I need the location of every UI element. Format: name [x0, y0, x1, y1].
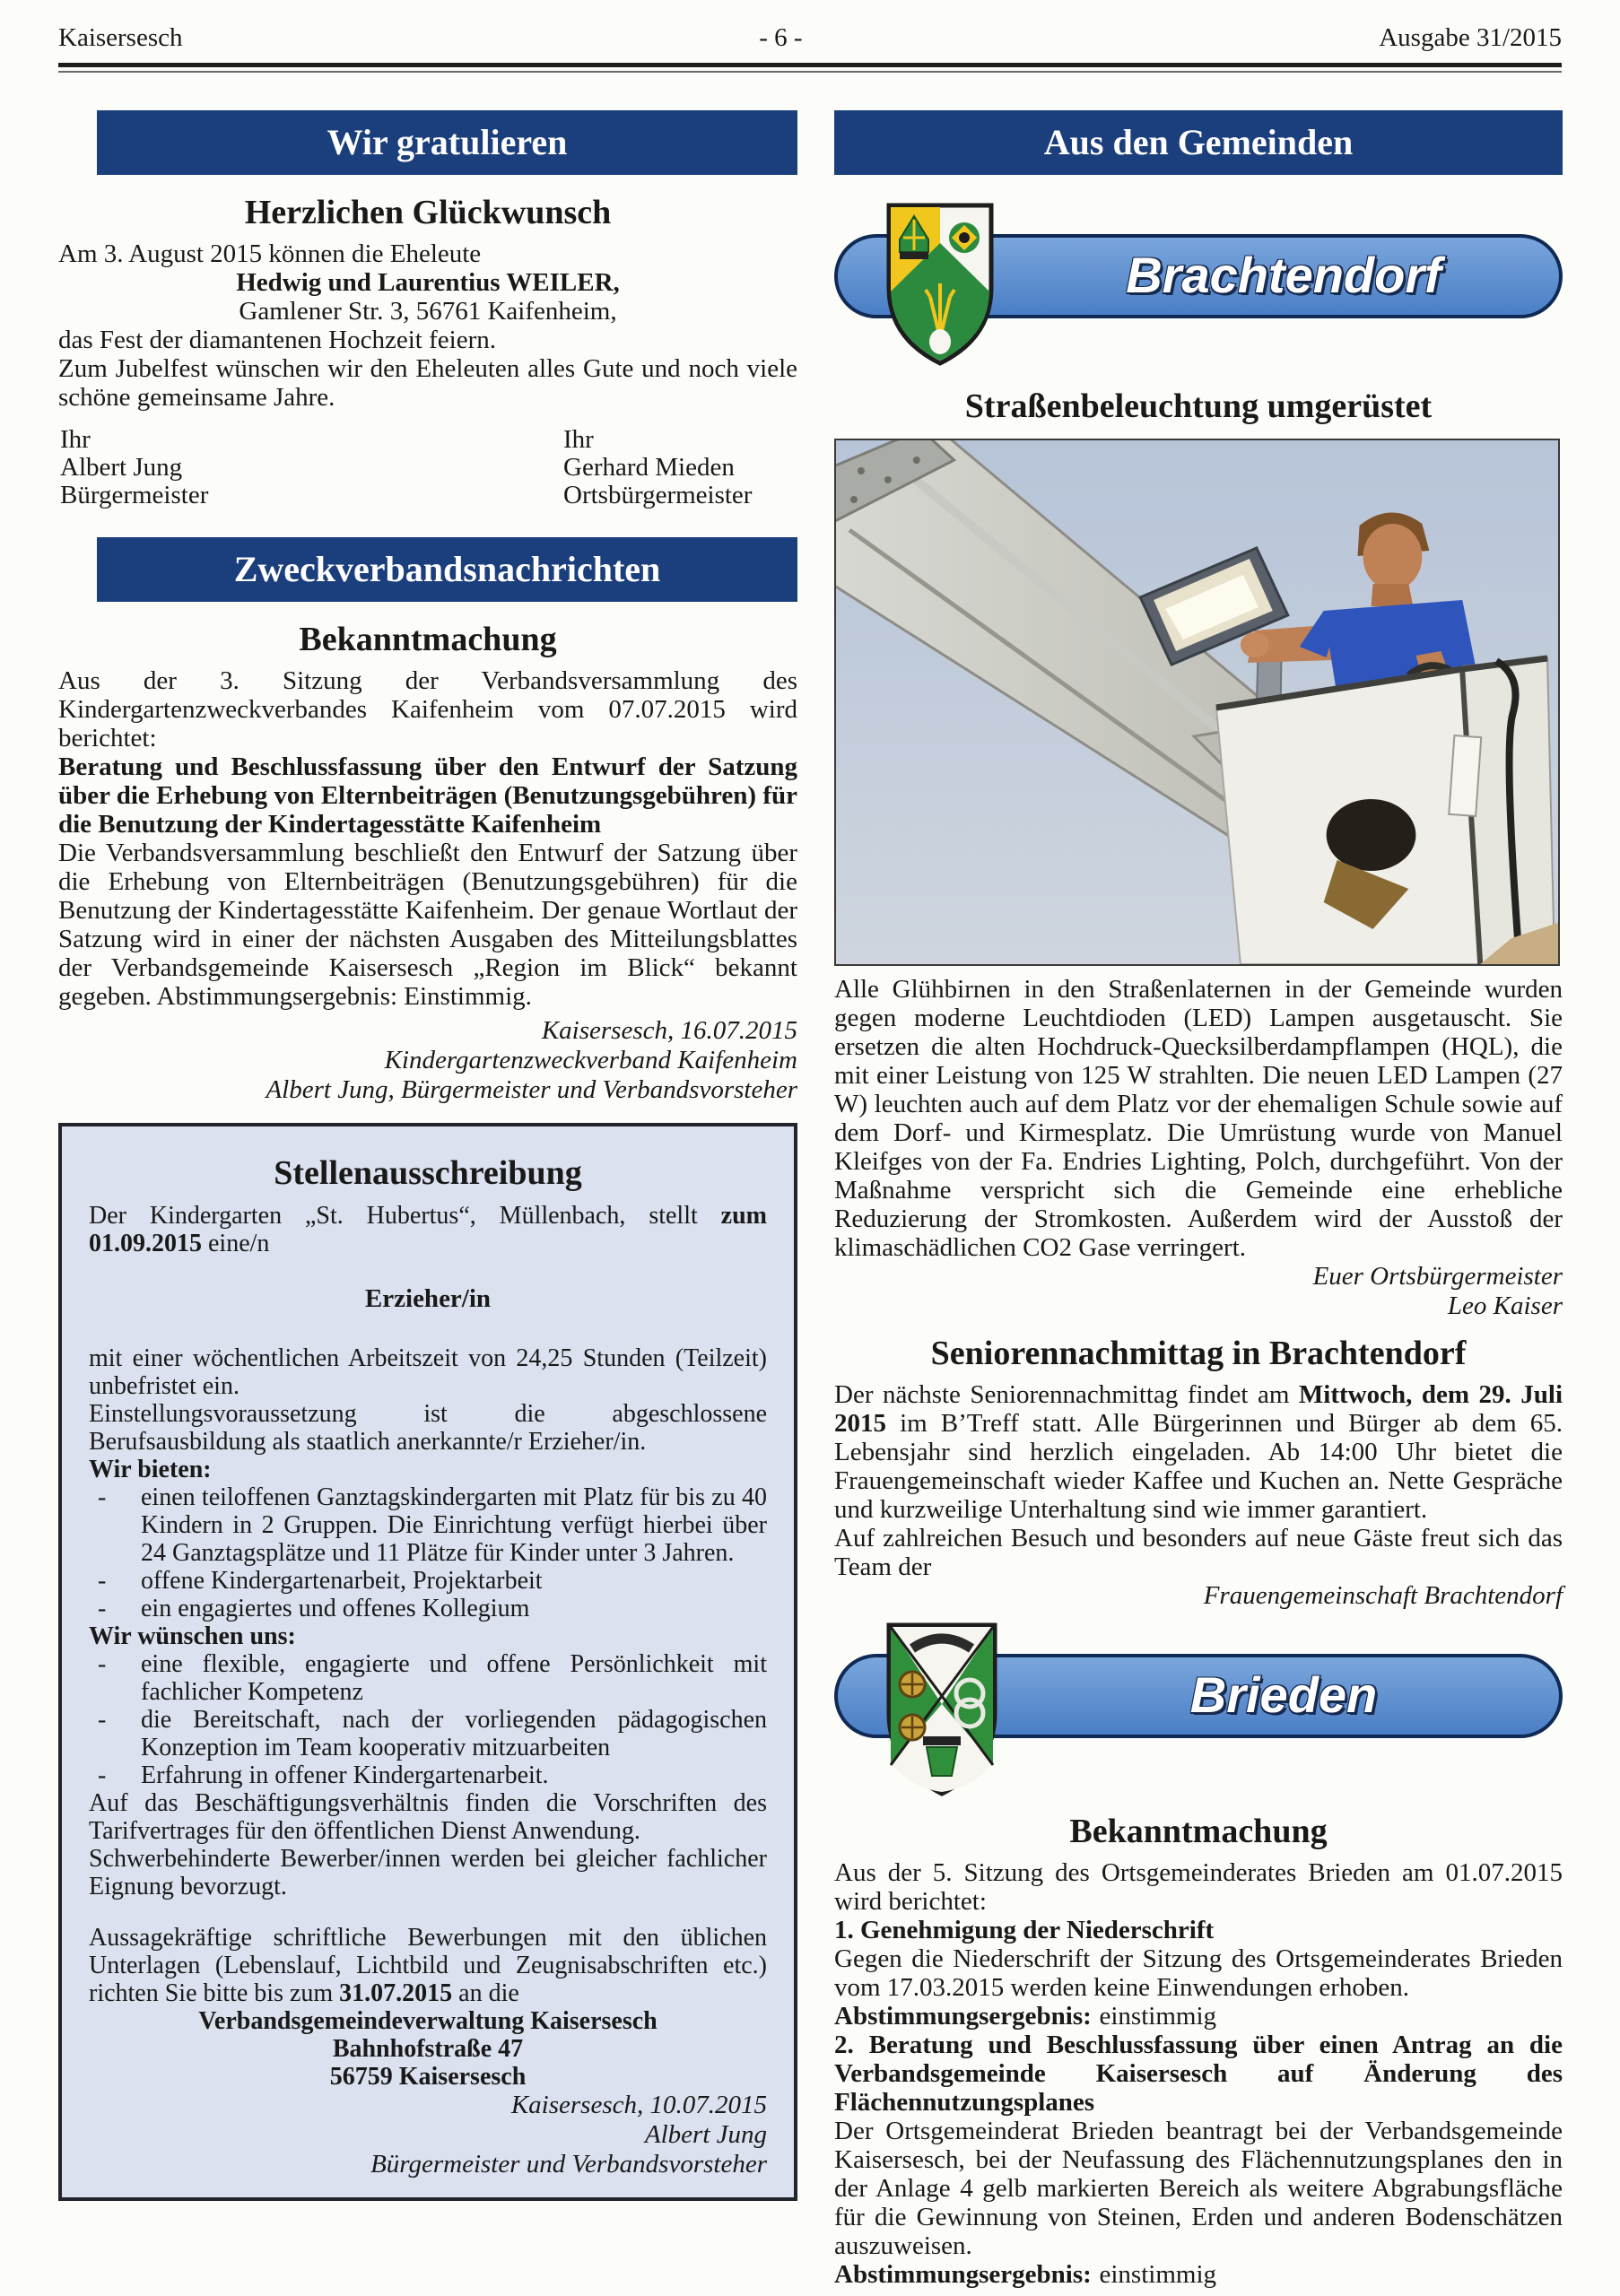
job-wish-label: Wir wünschen uns: — [89, 1622, 296, 1650]
brieden-item2-body: Der Ortsgemeinderat Brieden beantragt bei der Verbandsgemeinde Kaisersesch, bei der Neufassung des Flächennutzungsplanes den in der Anlage 4 gelb markierten Bereich als weitere Abgrabungsfläche für die Gewinnung von Steinen, Erden und anderen Bodenschätzen auszuweisen. — [834, 2117, 1563, 2260]
section-banner-congratulations — [97, 110, 797, 175]
brieden-intro: Aus der 5. Sitzung des Ortsgemeinderates Brieden am 01.07.2015 wird berichtet: — [834, 1858, 1563, 1916]
seniors-article-title: Seniorennachmittag in Brachtendorf — [930, 1335, 1467, 1372]
announcement-agenda-item: Beratung und Beschlussfassung über den Entwurf der Satzung über die Erhebung von Elternbeiträgen (Benutzungsgebühren) für die Benutzung der Kindertagesstätte Kaifenheim — [58, 752, 797, 839]
masthead-municipality: Kaisersesch — [58, 23, 183, 52]
greeting-title: Herzlichen Glückwunsch — [244, 194, 612, 231]
signature-mayor: Ihr Albert Jung Bürgermeister — [60, 425, 209, 509]
job-offer-item: - einen teiloffenen Ganztagskindergarten mit Platz für bis zu 40 Kindern in 2 Gruppen. Die Einrichtung verfügt hierbei über 24 Ganztagsplätze und 11 Plätze für Kinder unter 3 Jahren. — [98, 1483, 767, 1567]
masthead-page-number: - 6 - — [759, 23, 803, 52]
section-banner-municipalities — [834, 110, 1563, 175]
job-role: Erzieher/in — [364, 1284, 492, 1313]
announcement-intro: Aus der 3. Sitzung der Verbandsversammlung des Kindergartenzweckverbandes Kaifenheim vom 07.07.2015 wird berichtet: — [58, 666, 797, 752]
section-banner-label: Zweckverbandsnachrichten — [233, 549, 661, 589]
greeting-line: das Fest der diamantenen Hochzeit feiern. — [58, 326, 496, 354]
brachtendorf-name: Brachtendorf — [1126, 247, 1441, 303]
section-banner-label: Wir gratulieren — [327, 122, 568, 162]
job-address: Verbandsgemeindeverwaltung Kaisersesch Bahnhofstraße 47 56759 Kaisersesch — [198, 2007, 658, 2091]
announcement-signature: Kaisersesch, 16.07.2015 Kindergartenzweckverband Kaifenheim Albert Jung, Bürgermeister und Verbandsvorsteher — [266, 1016, 797, 1104]
brieden-banner — [834, 1641, 1563, 1726]
brieden-item1-body: Gegen die Niederschrift der Sitzung des Ortsgemeinderates Brieden vom 17.03.2015 werden keine Einwendungen erhoben. — [834, 1944, 1563, 2002]
job-signature: Kaisersesch, 10.07.2015 Albert Jung Bürgermeister und Verbandsvorsteher — [370, 2091, 767, 2179]
section-banner-association-news — [97, 537, 797, 602]
seniors-article-tail: Auf zahlreichen Besuch und besonders auf neue Gäste freut sich das Team der — [834, 1524, 1563, 1581]
brieden-coat-of-arms-icon — [884, 1622, 1000, 1797]
signature-local-mayor: Ihr Gerhard Mieden Ortsbürgermeister — [563, 425, 753, 509]
brieden-name: Brieden — [1189, 1666, 1378, 1723]
job-wish-item: - eine flexible, engagierte und offene Persönlichkeit mit fachlicher Kompetenz — [98, 1650, 767, 1706]
seniors-article-body: Der nächste Seniorennachmittag findet am Mittwoch, dem 29. Juli 2015 im B’Treff statt. Alle Bürgerinnen und Bürger ab dem 65. Lebensjahr sind herzlich eingeladen. Ab 14:00 Uhr bietet die Frauengemeinschaft wieder Kaffee und Kuchen an. Nette Gespräche und kurzweilige Unterhaltung sind wie immer garantiert. — [834, 1380, 1563, 1524]
section-banner-label: Aus den Gemeinden — [1043, 122, 1354, 162]
brieden-vote-result: Abstimmungsergebnis: einstimmig — [834, 2260, 1216, 2289]
job-offer-item: - ein engagiertes und offenes Kollegium — [98, 1595, 530, 1622]
job-disability-note: Schwerbehinderte Bewerber/innen werden bei gleicher fachlicher Eignung bevorzugt. — [89, 1845, 767, 1900]
led-article-signature: Euer Ortsbürgermeister Leo Kaiser — [1312, 1262, 1563, 1320]
brieden-vote-result: Abstimmungsergebnis: einstimmig — [834, 2002, 1216, 2031]
left-column — [58, 0, 797, 2201]
greeting-couple-name: Hedwig und Laurentius WEILER, — [236, 268, 620, 297]
job-wish-item: - Erfahrung in offener Kindergartenarbeit. — [98, 1761, 549, 1789]
job-hours: mit einer wöchentlichen Arbeitszeit von 24,25 Stunden (Teilzeit) unbefristet ein. — [89, 1344, 767, 1400]
brieden-item2-title: 2. Beratung und Beschlussfassung über einen Antrag an die Verbandsgemeinde Kaisersesch auf Änderung des Flächennutzungsplanes — [834, 2031, 1563, 2117]
seniors-article-signature: Frauengemeinschaft Brachtendorf — [1203, 1581, 1563, 1610]
greeting-text — [58, 239, 797, 412]
announcement-title: Bekanntmachung — [299, 621, 557, 658]
job-tariff-note: Auf das Beschäftigungsverhältnis finden die Vorschriften des Tarifvertrages für den öffentlichen Dienst Anwendung. — [89, 1789, 767, 1845]
job-offer-item: - offene Kindergartenarbeit, Projektarbeit — [98, 1567, 543, 1595]
job-posting-title: Stellenausschreibung — [274, 1154, 582, 1192]
job-requirement: Einstellungsvoraussetzung ist die abgeschlossene Berufsausbildung als staatlich anerkannte/r Erzieher/in. — [89, 1400, 767, 1456]
job-posting-intro: Der Kindergarten „St. Hubertus“, Müllenbach, stellt zum 01.09.2015 eine/n — [89, 1202, 767, 1257]
brieden-announcement-title: Bekanntmachung — [1069, 1813, 1328, 1850]
brieden-item1-title: 1. Genehmigung der Niederschrift — [834, 1916, 1215, 1944]
brachtendorf-banner — [834, 222, 1563, 306]
led-article-body: Alle Glühbirnen in den Straßenlaternen in der Gemeinde wurden gegen moderne Leuchtdioden (LED) Lampen ausgetauscht. Sie ersetzen die alten Hochdruck-Quecksilberdampflampen (HQL), die mit einer Leistung von 125 W strahlten. Die neuen LED Lampen (27 W) leuchten auch auf dem Platz vor der ehemaligen Schule sowie auf dem Dorf- und Kirmesplatz. Die Umrüstung wurde von Manuel Kleifges von der Fa. Endries Lighting, Polch, durchgeführt. Von der Maßnahme verspricht sich die Gemeinde eine erhebliche Reduzierung der Stromkosten. Außerdem wird der Ausstoß der klimaschädlichen CO2 Gase verringert. — [834, 975, 1563, 1262]
job-application-note: Aussagekräftige schriftliche Bewerbungen mit den üblichen Unterlagen (Lebenslauf, Lichtbild und Zeugnisabschriften etc.) richten Sie bitte bis zum 31.07.2015 an die — [89, 1924, 767, 2007]
job-wish-item: - die Bereitschaft, nach der vorliegenden pädagogischen Konzeption im Team kooperativ mitzuarbeiten — [98, 1706, 767, 1761]
job-posting-box — [58, 1123, 797, 2201]
brachtendorf-coat-of-arms-icon — [884, 202, 997, 367]
street-lamp-photo-graphic — [836, 440, 1558, 964]
greeting-signatures — [58, 426, 797, 516]
job-offer-label: Wir bieten: — [89, 1456, 212, 1483]
greeting-line: Zum Jubelfest wünschen wir den Eheleuten alles Gute und noch viele schöne gemeinsame Jahre. — [58, 354, 797, 412]
announcement-body: Die Verbandsversammlung beschließt den Entwurf der Satzung über die Erhebung von Elternbeiträgen (Benutzungsgebühren) für die Benutzung der Kindertagesstätte Kaifenheim. Der genaue Wortlaut der Satzung wird in einer der nächsten Ausgaben des Mitteilungsblattes der Verbandsgemeinde Kaisersesch „Region im Blick“ bekannt gegeben. Abstimmungsergebnis: Einstimmig. — [58, 839, 797, 1011]
street-lamp-work-photo — [834, 439, 1560, 966]
greeting-line: Am 3. August 2015 können die Eheleute — [58, 239, 482, 268]
masthead-issue: Ausgabe 31/2015 — [1379, 23, 1562, 52]
greeting-address: Gamlener Str. 3, 56761 Kaifenheim, — [239, 297, 617, 326]
right-column — [834, 0, 1563, 2289]
led-article-title: Straßenbeleuchtung umgerüstet — [964, 387, 1433, 425]
